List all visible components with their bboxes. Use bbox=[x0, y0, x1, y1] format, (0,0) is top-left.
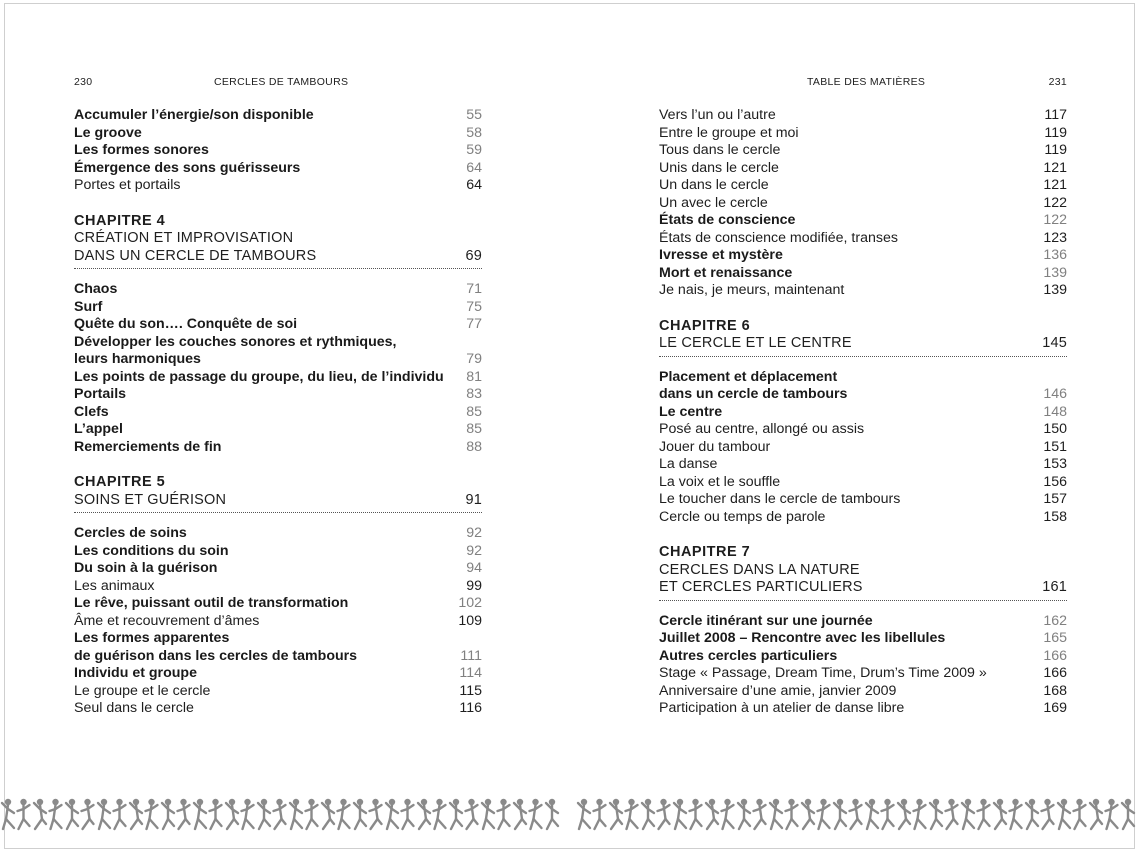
dancer-figure bbox=[242, 799, 254, 829]
toc-entry bbox=[74, 125, 482, 143]
dotted-rule bbox=[659, 356, 1067, 357]
dancer-figure bbox=[306, 799, 318, 829]
toc-entry-page: 122 bbox=[1043, 212, 1067, 228]
toc-entry-page: 139 bbox=[1043, 264, 1067, 281]
toc-entry-page: 166 bbox=[1043, 665, 1067, 681]
toc-entry-page: 92 bbox=[466, 542, 482, 559]
toc-entry-page: 111 bbox=[460, 647, 482, 664]
toc-entry bbox=[74, 421, 482, 439]
toc-entry bbox=[74, 630, 482, 648]
toc-entry-page: 156 bbox=[1043, 473, 1067, 490]
toc-entry-title: Les formes sonores bbox=[74, 142, 209, 158]
dancer-figure bbox=[578, 799, 590, 829]
toc-entry-page: 153 bbox=[1043, 456, 1067, 472]
chapter-6-entries bbox=[659, 369, 1067, 527]
toc-entry-page: 146 bbox=[1043, 386, 1067, 402]
toc-entry-title: Stage « Passage, Dream Time, Drum’s Time 2009 » bbox=[659, 665, 987, 681]
toc-entry-title: États de conscience bbox=[659, 212, 796, 228]
chapter-6 bbox=[659, 318, 1067, 527]
toc-entry bbox=[659, 630, 1067, 648]
toc-entry-page: 77 bbox=[466, 316, 482, 332]
chapter-title-line bbox=[659, 335, 1067, 353]
toc-entry-page: 169 bbox=[1043, 700, 1067, 716]
dancer-figure bbox=[114, 799, 126, 829]
toc-entry bbox=[659, 107, 1067, 125]
dancer-figure bbox=[146, 799, 158, 829]
toc-entry-page: 71 bbox=[466, 281, 482, 297]
toc-entry-page: 151 bbox=[1043, 438, 1067, 455]
toc-entry bbox=[74, 334, 482, 352]
dancer-figure bbox=[610, 799, 622, 829]
dancer-figure bbox=[930, 799, 942, 829]
toc-entry-page: 162 bbox=[1043, 612, 1067, 629]
toc-entry-title: Du soin à la guérison bbox=[74, 560, 218, 576]
running-title-right: TABLE DES MATIÈRES bbox=[807, 76, 926, 88]
toc-entry bbox=[659, 125, 1067, 143]
dancer-figure bbox=[866, 799, 878, 829]
chapter-title-text: DANS UN CERCLE DE TAMBOURS bbox=[74, 247, 317, 264]
dancer-figure bbox=[1122, 799, 1134, 829]
toc-entry-page: 94 bbox=[466, 560, 482, 576]
dancer-figure bbox=[466, 799, 478, 829]
toc-entry bbox=[659, 282, 1067, 300]
chapter-page: 161 bbox=[1042, 579, 1067, 595]
toc-entry-title: Participation à un atelier de danse libre bbox=[659, 700, 905, 716]
toc-entry-page: 102 bbox=[458, 595, 482, 611]
dancer-figure bbox=[274, 799, 286, 829]
toc-entry bbox=[74, 369, 482, 387]
toc-entry-title: Anniversaire d’une amie, janvier 2009 bbox=[659, 682, 897, 699]
toc-entry-page: 58 bbox=[466, 124, 482, 141]
toc-entry bbox=[659, 177, 1067, 195]
toc-entry-title: Remerciements de fin bbox=[74, 438, 222, 455]
toc-entry bbox=[74, 665, 482, 683]
toc-entry-title: Le rêve, puissant outil de transformation bbox=[74, 595, 349, 611]
dancer-figure bbox=[674, 799, 686, 829]
chapter-page: 145 bbox=[1042, 335, 1067, 351]
dancer-figure bbox=[82, 799, 94, 829]
toc-entry-page: 59 bbox=[466, 142, 482, 158]
dancer-figure bbox=[386, 799, 398, 829]
toc-entry-page: 121 bbox=[1043, 177, 1067, 193]
toc-entry bbox=[74, 578, 482, 596]
toc-entry-page: 166 bbox=[1043, 647, 1067, 664]
toc-entry-title: Les formes apparentes bbox=[74, 630, 230, 646]
toc-entry-title: Juillet 2008 – Rencontre avec les libellules bbox=[659, 630, 946, 646]
dancer-figure bbox=[34, 799, 46, 829]
toc-entry-title: Unis dans le cercle bbox=[659, 159, 779, 176]
dancer-figure bbox=[1074, 799, 1086, 829]
dancer-figure bbox=[546, 799, 558, 829]
toc-entry bbox=[74, 160, 482, 178]
dancer-figure bbox=[690, 799, 702, 829]
dancer-figure bbox=[626, 799, 638, 829]
toc-entry bbox=[74, 316, 482, 334]
dancer-figure bbox=[194, 799, 206, 829]
chapter-7 bbox=[659, 544, 1067, 718]
page-number-left: 230 bbox=[74, 76, 93, 88]
dancer-figure bbox=[1090, 799, 1102, 829]
toc-entry-title: Surf bbox=[74, 298, 103, 315]
dancer-figure bbox=[1058, 799, 1070, 829]
dancer-figure bbox=[898, 799, 910, 829]
dancer-figure bbox=[130, 799, 142, 829]
toc-entry bbox=[74, 177, 482, 195]
toc-entry-page: 88 bbox=[466, 438, 482, 455]
dancer-figure bbox=[450, 799, 462, 829]
dancer-figure bbox=[354, 799, 366, 829]
chapter-title-text: ET CERCLES PARTICULIERS bbox=[659, 579, 863, 595]
toc-entry-title: Accumuler l’énergie/son disponible bbox=[74, 107, 314, 123]
dancer-figure bbox=[66, 799, 78, 829]
toc-entry bbox=[659, 456, 1067, 474]
toc-entry bbox=[74, 560, 482, 578]
toc-entry bbox=[74, 281, 482, 299]
toc-entry-title: Vers l’un ou l’autre bbox=[659, 107, 776, 123]
toc-entry-page: 116 bbox=[459, 700, 482, 716]
chapter-4-entries bbox=[74, 281, 482, 456]
dancer-figure bbox=[418, 799, 430, 829]
chapter-page: 91 bbox=[465, 491, 482, 508]
toc-entry-page: 114 bbox=[459, 665, 482, 681]
toc-entry bbox=[659, 247, 1067, 265]
toc-entry bbox=[659, 665, 1067, 683]
page-number-right: 231 bbox=[1048, 76, 1067, 88]
toc-entry-page: 119 bbox=[1044, 124, 1067, 141]
toc-entry bbox=[74, 613, 482, 631]
toc-entry-page: 121 bbox=[1043, 159, 1067, 176]
toc-entry-page: 81 bbox=[466, 368, 482, 385]
toc-entry bbox=[74, 386, 482, 404]
toc-entry bbox=[74, 525, 482, 543]
dancer-figure bbox=[770, 799, 782, 829]
dancer-figure bbox=[482, 799, 494, 829]
toc-entry-title: La danse bbox=[659, 456, 718, 472]
toc-entry bbox=[659, 404, 1067, 422]
toc-entry-title: Cercle itinérant sur une journée bbox=[659, 612, 873, 629]
toc-entry-title: Développer les couches sonores et rythmiques, bbox=[74, 333, 397, 350]
toc-entry bbox=[74, 648, 482, 666]
chapter-title-text: LE CERCLE ET LE CENTRE bbox=[659, 335, 852, 351]
toc-entry bbox=[659, 386, 1067, 404]
dancer-figure bbox=[2, 799, 14, 829]
toc-entry-title: Portails bbox=[74, 386, 127, 402]
running-head-right bbox=[659, 76, 1067, 90]
toc-entry bbox=[74, 107, 482, 125]
toc-entry-title: Les animaux bbox=[74, 577, 155, 594]
toc-entry-title: Le toucher dans le cercle de tambours bbox=[659, 491, 901, 507]
toc-section-top-left bbox=[74, 107, 482, 195]
toc-entry bbox=[74, 439, 482, 457]
dancer-figure bbox=[402, 799, 414, 829]
running-head-left bbox=[74, 76, 482, 90]
dotted-rule bbox=[74, 512, 482, 513]
toc-entry bbox=[659, 613, 1067, 631]
toc-entry bbox=[659, 230, 1067, 248]
dancer-figure bbox=[802, 799, 814, 829]
dancer-figure bbox=[882, 799, 894, 829]
dancer-figure bbox=[1026, 799, 1038, 829]
toc-entry-title: Quête du son…. Conquête de soi bbox=[74, 316, 298, 332]
dancer-figure bbox=[258, 799, 270, 829]
toc-entry-title: Le groupe et le cercle bbox=[74, 682, 211, 699]
dancer-figure bbox=[818, 799, 830, 829]
toc-entry-page: 55 bbox=[466, 107, 482, 123]
dancer-figure bbox=[370, 799, 382, 829]
dancer-figure bbox=[834, 799, 846, 829]
toc-entry bbox=[659, 648, 1067, 666]
toc-entry-page: 83 bbox=[466, 386, 482, 402]
chapter-label: CHAPITRE 7 bbox=[659, 544, 751, 560]
toc-entry-title: Placement et déplacement bbox=[659, 368, 838, 385]
dancer-figure bbox=[738, 799, 750, 829]
toc-entry-title: Un avec le cercle bbox=[659, 194, 768, 211]
dancer-figure bbox=[722, 799, 734, 829]
dancer-figure bbox=[530, 799, 542, 829]
toc-entry bbox=[74, 142, 482, 160]
chapter-label: CHAPITRE 4 bbox=[74, 212, 166, 229]
chapter-title-line: CRÉATION ET IMPROVISATION bbox=[74, 230, 294, 246]
dancer-figure bbox=[946, 799, 958, 829]
toc-entry bbox=[659, 195, 1067, 213]
chapter-title-text: SOINS ET GUÉRISON bbox=[74, 491, 227, 508]
toc-entry bbox=[74, 404, 482, 422]
toc-entry-page: 148 bbox=[1043, 403, 1067, 420]
chapter-7-entries bbox=[659, 613, 1067, 718]
toc-entry-page: 165 bbox=[1043, 630, 1067, 646]
toc-entry-title: L’appel bbox=[74, 421, 123, 437]
running-title-left: CERCLES DE TAMBOURS bbox=[214, 76, 349, 88]
toc-entry-page: 64 bbox=[466, 159, 482, 176]
dancer-figure bbox=[50, 799, 62, 829]
dancer-figure bbox=[706, 799, 718, 829]
toc-entry bbox=[659, 160, 1067, 178]
dancer-figure bbox=[994, 799, 1006, 829]
toc-entry-page: 139 bbox=[1043, 282, 1067, 298]
toc-entry-title: Les points de passage du groupe, du lieu, de l’individu bbox=[74, 368, 444, 385]
toc-entry-title: La voix et le souffle bbox=[659, 473, 781, 490]
dancer-figure bbox=[754, 799, 766, 829]
chapter-title-line bbox=[74, 248, 482, 266]
toc-entry bbox=[659, 700, 1067, 718]
toc-entry-title: Mort et renaissance bbox=[659, 264, 793, 281]
toc-section-top-right bbox=[659, 107, 1067, 300]
toc-entry-title: Portes et portails bbox=[74, 177, 181, 193]
toc-entry-page: 150 bbox=[1043, 421, 1067, 437]
dotted-rule bbox=[659, 600, 1067, 601]
toc-entry-title: Autres cercles particuliers bbox=[659, 647, 838, 664]
toc-entry bbox=[659, 491, 1067, 509]
toc-entry-title: Je nais, je meurs, maintenant bbox=[659, 282, 845, 298]
toc-entry-page: 99 bbox=[466, 577, 482, 594]
dancer-figure bbox=[322, 799, 334, 829]
toc-entry-page: 64 bbox=[466, 177, 482, 193]
dancer-figure bbox=[850, 799, 862, 829]
toc-entry bbox=[74, 543, 482, 561]
toc-entry-page: 123 bbox=[1043, 229, 1067, 246]
toc-entry-page: 117 bbox=[1044, 107, 1067, 123]
toc-entry-title: de guérison dans les cercles de tambours bbox=[74, 647, 358, 664]
chapter-title-line bbox=[74, 492, 482, 510]
toc-entry-title: Un dans le cercle bbox=[659, 177, 769, 193]
dancer-figure bbox=[498, 799, 510, 829]
toc-entry-page: 158 bbox=[1043, 508, 1067, 525]
toc-entry-title: leurs harmoniques bbox=[74, 351, 201, 367]
dancer-figure bbox=[434, 799, 446, 829]
toc-entry-title: Individu et groupe bbox=[74, 665, 197, 681]
dancer-figure bbox=[786, 799, 798, 829]
toc-entry bbox=[74, 683, 482, 701]
toc-entry-page: 85 bbox=[466, 421, 482, 437]
chapter-5-entries bbox=[74, 525, 482, 718]
toc-entry-title: Tous dans le cercle bbox=[659, 142, 781, 158]
dotted-rule bbox=[74, 268, 482, 269]
dancer-figure bbox=[1010, 799, 1022, 829]
toc-entry-title: Le groove bbox=[74, 124, 142, 141]
toc-entry-title: Chaos bbox=[74, 281, 118, 297]
toc-entry-title: Cercles de soins bbox=[74, 525, 187, 541]
toc-entry-page: 85 bbox=[466, 403, 482, 420]
toc-entry-title: Posé au centre, allongé ou assis bbox=[659, 421, 865, 437]
dancer-figure bbox=[1106, 799, 1118, 829]
toc-entry-page: 168 bbox=[1043, 682, 1067, 699]
toc-entry bbox=[659, 212, 1067, 230]
toc-entry-page: 136 bbox=[1043, 247, 1067, 263]
toc-entry bbox=[659, 265, 1067, 283]
dancer-figure bbox=[914, 799, 926, 829]
toc-entry bbox=[74, 595, 482, 613]
dancer-figure bbox=[162, 799, 174, 829]
toc-entry bbox=[659, 474, 1067, 492]
dancer-figure bbox=[594, 799, 606, 829]
toc-entry-page: 109 bbox=[458, 612, 482, 629]
toc-entry-page: 115 bbox=[459, 682, 482, 699]
dancer-figure bbox=[978, 799, 990, 829]
toc-entry bbox=[659, 683, 1067, 701]
toc-entry bbox=[74, 351, 482, 369]
toc-entry-title: Ivresse et mystère bbox=[659, 247, 783, 263]
dancer-figure bbox=[226, 799, 238, 829]
dancer-figure bbox=[98, 799, 110, 829]
toc-entry-title: Les conditions du soin bbox=[74, 542, 229, 559]
toc-entry-title: Cercle ou temps de parole bbox=[659, 508, 826, 525]
toc-entry-title: Âme et recouvrement d’âmes bbox=[74, 612, 260, 629]
toc-entry-title: Émergence des sons guérisseurs bbox=[74, 159, 301, 176]
toc-entry-page: 157 bbox=[1043, 491, 1067, 507]
toc-entry-page: 92 bbox=[466, 525, 482, 541]
dancer-figure bbox=[658, 799, 670, 829]
toc-entry bbox=[74, 700, 482, 718]
dancer-figure bbox=[1042, 799, 1054, 829]
toc-entry bbox=[659, 142, 1067, 160]
toc-entry-title: Seul dans le cercle bbox=[74, 700, 194, 716]
dancer-figure bbox=[338, 799, 350, 829]
chapter-5 bbox=[74, 474, 482, 718]
toc-entry-page: 75 bbox=[466, 298, 482, 315]
toc-right bbox=[659, 107, 1067, 718]
dancer-figure bbox=[962, 799, 974, 829]
toc-entry-title: Entre le groupe et moi bbox=[659, 124, 799, 141]
toc-entry-title: Jouer du tambour bbox=[659, 438, 771, 455]
toc-entry-title: dans un cercle de tambours bbox=[659, 386, 848, 402]
dancer-figure bbox=[642, 799, 654, 829]
chapter-title-line bbox=[659, 579, 1067, 597]
toc-entry-page: 79 bbox=[466, 351, 482, 367]
toc-entry-title: Le centre bbox=[659, 403, 723, 420]
chapter-label: CHAPITRE 5 bbox=[74, 474, 166, 490]
chapter-label: CHAPITRE 6 bbox=[659, 317, 751, 334]
chapter-page: 69 bbox=[465, 247, 482, 264]
dancer-figure bbox=[210, 799, 222, 829]
dancers-frieze-decoration bbox=[0, 789, 1139, 833]
toc-entry bbox=[659, 369, 1067, 387]
chapter-4 bbox=[74, 213, 482, 457]
dancer-figure bbox=[290, 799, 302, 829]
toc-entry bbox=[74, 299, 482, 317]
toc-entry-page: 122 bbox=[1043, 194, 1067, 211]
toc-entry bbox=[659, 439, 1067, 457]
toc-entry bbox=[659, 509, 1067, 527]
chapter-title-line: CERCLES DANS LA NATURE bbox=[659, 561, 860, 578]
toc-entry-page: 119 bbox=[1044, 142, 1067, 158]
toc-entry-title: États de conscience modifiée, transes bbox=[659, 229, 898, 246]
dancer-figure bbox=[18, 799, 30, 829]
toc-entry bbox=[659, 421, 1067, 439]
dancer-figure bbox=[178, 799, 190, 829]
toc-left bbox=[74, 107, 482, 718]
toc-entry-title: Clefs bbox=[74, 403, 109, 420]
dancer-figure bbox=[514, 799, 526, 829]
